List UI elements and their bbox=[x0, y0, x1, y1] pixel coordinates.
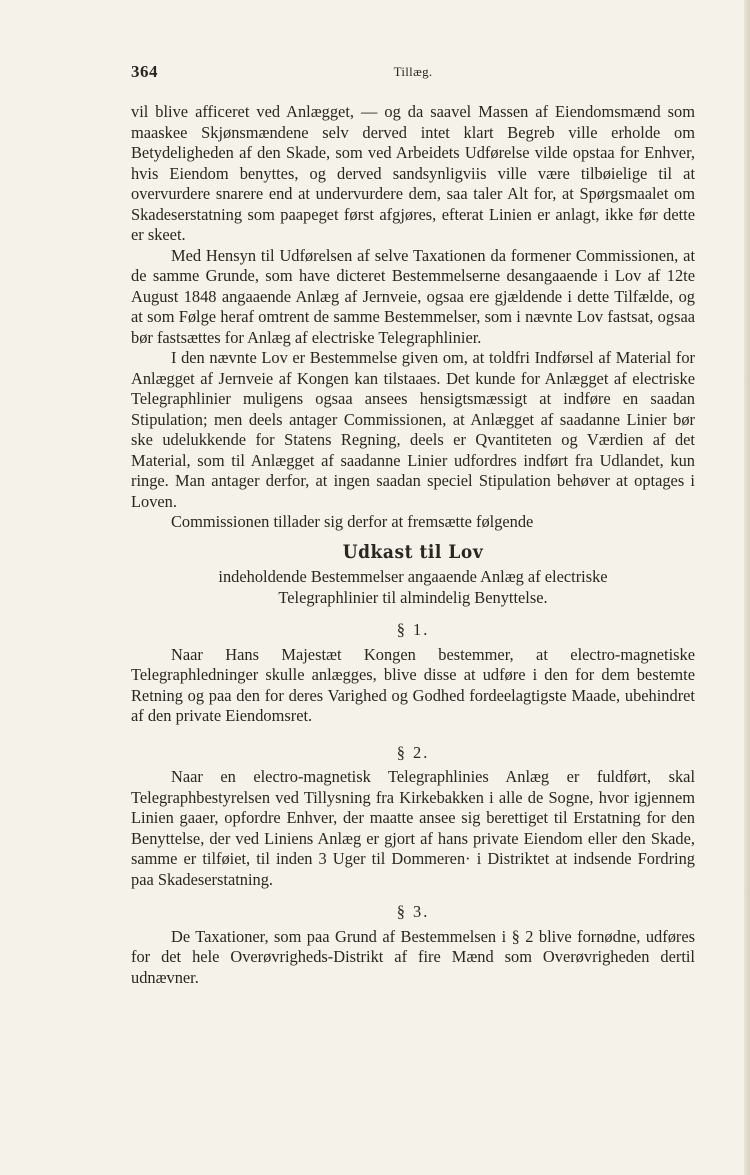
body-text bbox=[131, 102, 695, 988]
page-number: 364 bbox=[131, 62, 158, 81]
paragraph-4: Commissionen tillader sig derfor at fremsætte følgende bbox=[171, 512, 534, 531]
page-header bbox=[131, 62, 695, 88]
paragraph-1: vil blive afficeret ved Anlægget, — og da saavel Massen af Eiendomsmænd som maaskee Skjønsmændene selv derved intet klart Begreb ville erholde om Betydeligheden af den Skade, som ved Arbeidets Udførelse vilde opstaa for Enhver, hvis Eiendom benyttes, og derved sandsynligviis ville være tilbøielige til at overvurdere snarere end at undervurdere dem, saa taler Alt for, at Spørgsmaalet om Skadeserstatning som paapeget først afgjøres, efterat Linien er anlagt, ikke før dette er skeet. bbox=[131, 102, 695, 244]
section-2-text: Naar en electro-magnetisk Telegraphlinies Anlæg er fuldført, skal Telegraphbestyrelsen ved Tillysning fra Kirkebakken i alle de Sogne, hvor igjennem Linien gaaer, opfordre Enhver, der maatte ansee sig berettiget til Erstatning for den Benyttelse, der ved Liniens Anlæg er gjort af hans private Eiendom eller den Skade, samme er tilføiet, til inden 3 Uger til Dommeren· i Distriktet at indsende Fordring paa Skadeserstatning. bbox=[131, 767, 695, 889]
section-1-text: Naar Hans Majestæt Kongen bestemmer, at electro-magnetiske Telegraphledninger skulle anlægges, blive disse at udføre i den for dem bestemte Retning og paa den for deres Varighed og Godhed fordeelagtigste Maade, ubehindret af den private Eiendomsret. bbox=[131, 644, 695, 725]
section-title: Udkast til Lov bbox=[342, 541, 484, 563]
section-1-mark: § 1. bbox=[396, 620, 430, 639]
page-edge bbox=[744, 0, 750, 1175]
section-subtitle: indeholdende Bestemmelser angaaende Anlæg af electriske Telegraphlinier til almindelig Benyttelse. bbox=[218, 567, 608, 607]
section-2-mark: § 2. bbox=[396, 742, 430, 762]
paragraph-3: I den nævnte Lov er Bestemmelse given om, at toldfri Indførsel af Material for Anlægget af Jernveie af Kongen kan tilstaaes. Det kunde for Anlægget af electriske Telegraphlinier muligens ogsaa ansees hensigtsmæssigt at indføre en saadan Stipulation; men deels antager Commissionen, at Anlægget af saadanne Linier bør ske udelukkende for Statens Regning, deels er Qvantiteten og Værdien af det Material, som til Anlægget af saadanne Linier udfordres indført fra Udlandet, kun ringe. Man antager derfor, at ingen saadan speciel Stipulation behøver at optages i Loven. bbox=[131, 348, 695, 511]
paragraph-2: Med Hensyn til Udførelsen af selve Taxationen da formener Commissionen, at de samme Grunde, som have dicteret Bestemmelserne desangaaende i Lov af 12te August 1848 angaaende Anlæg af Jernveie, ogsaa ere gjældende i dette Tilfælde, og at som Følge heraf omtrent de samme Bestemmelser, som i nævnte Lov fastsat, ogsaa bør fastsættes for Anlæg af electriske Telegraphlinier. bbox=[131, 245, 695, 347]
running-head: Tillæg. bbox=[393, 64, 433, 79]
section-3-mark: § 3. bbox=[396, 902, 430, 921]
section-3-text: De Taxationer, som paa Grund af Bestemmelsen i § 2 blive fornødne, udføres for det hele Overøvrigheds-Distrikt af fire Mænd som Overøvrigheden dertil udnævner. bbox=[131, 926, 695, 987]
